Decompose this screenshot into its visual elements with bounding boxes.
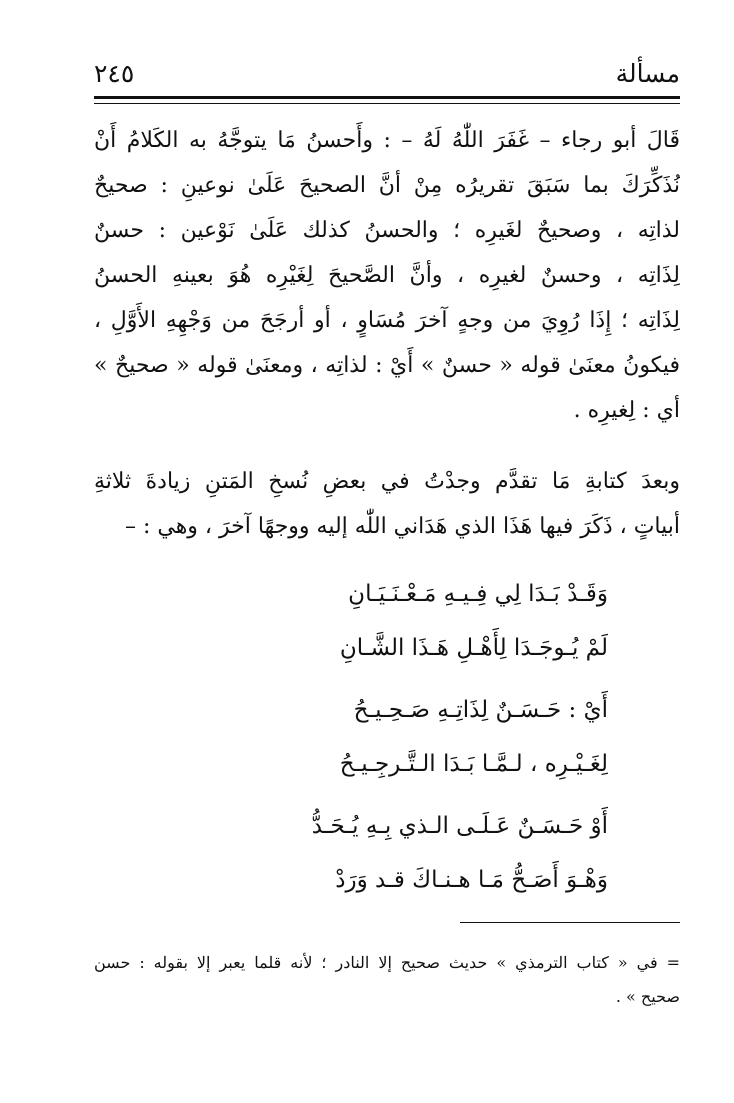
footnote	[94, 946, 680, 1014]
text-line: قَالَ أبو رجاء – غَفَرَ اللّٰهُ لَهُ – : وأَحسنُ مَا يتوجَّهُ به الكَلامُ أَنْ	[94, 128, 680, 153]
verse-line: لَمْ يُـوجَـدَا لِأَهْـلِ هَـذَا الشَّـانِ	[339, 635, 608, 661]
header-rule-thick	[94, 96, 680, 99]
verse-line: وَهْـوَ أَصَـحُّ مَـا هـنـاكَ قـد وَرَدْ	[335, 867, 608, 893]
footnote-line: صحيح » .	[615, 987, 680, 1006]
text-line: فيكونُ معنَىٰ قوله « حسنٌ » أَيْ : لذاتِه ، ومعنَىٰ قوله « صحيحٌ »	[94, 353, 680, 378]
verse-line: أَوْ حَـسَـنٌ عَـلَـى الـذي بِـهِ يُـحَـدُّ	[311, 813, 608, 839]
text-line: لِذَاتِه ، وحسنٌ لغيرِه ، وأنَّ الصَّحيحَ لِغَيْرِه هُوَ بعينهِ الحسنُ	[94, 263, 680, 288]
footnote-line: = في « كتاب الترمذي » حديث صحيح إلا النادر ؛ لأنه قلما يعبر إلا بقوله : حسن	[94, 953, 680, 972]
text-line: لذاتِه ، وصحيحٌ لغَيرِه ؛ والحسنُ كذلك عَلَىٰ نَوْعين : حسنٌ	[94, 218, 680, 243]
text-line: نُذَكِّرَكَ بما سَبَقَ تقريرُه مِنْ أنَّ الصحيحَ عَلَىٰ نوعينِ : صحيحٌ	[94, 173, 680, 198]
verse-line: لِغَـيْـرِه ، لـمَّـا بَـدَا الـتَّـرجِـيـحُ	[339, 751, 608, 777]
text-line: أبياتٍ ، ذَكَرَ فيها هَذَا الذي هَدَاني اللّٰه إليه ووجهًا آخرَ ، وهي : –	[124, 514, 680, 539]
paragraph-2	[94, 459, 680, 549]
page-number: ٢٤٥	[94, 59, 135, 88]
running-title: مسألة	[615, 59, 680, 88]
text-line: أي : لِغيرِه .	[573, 398, 680, 423]
running-head	[94, 56, 680, 96]
paragraph-1	[94, 118, 680, 433]
text-line: لِذَاتِه ؛ إِذَا رُوِيَ من وجهٍ آخرَ مُسَاوٍ ، أو أرجَحَ من وَجْهِهِ الأَوَّلِ ،	[94, 308, 680, 333]
header-rule-thin	[94, 103, 680, 104]
verse-line: وَقَـدْ بَـدَا لِي فِـيـهِ مَـعْـنَـيَـانِ	[348, 581, 608, 607]
footnote-rule	[460, 922, 680, 923]
verse-line: أَيْ : حَـسَـنٌ لِذَاتِـهِ صَـحِـيـحُ	[353, 697, 608, 723]
text-line: وبعدَ كتابةِ مَا تقدَّم وجدْتُ في بعضِ نُسخِ المَتنِ زيادةَ ثلاثةِ	[94, 469, 680, 494]
